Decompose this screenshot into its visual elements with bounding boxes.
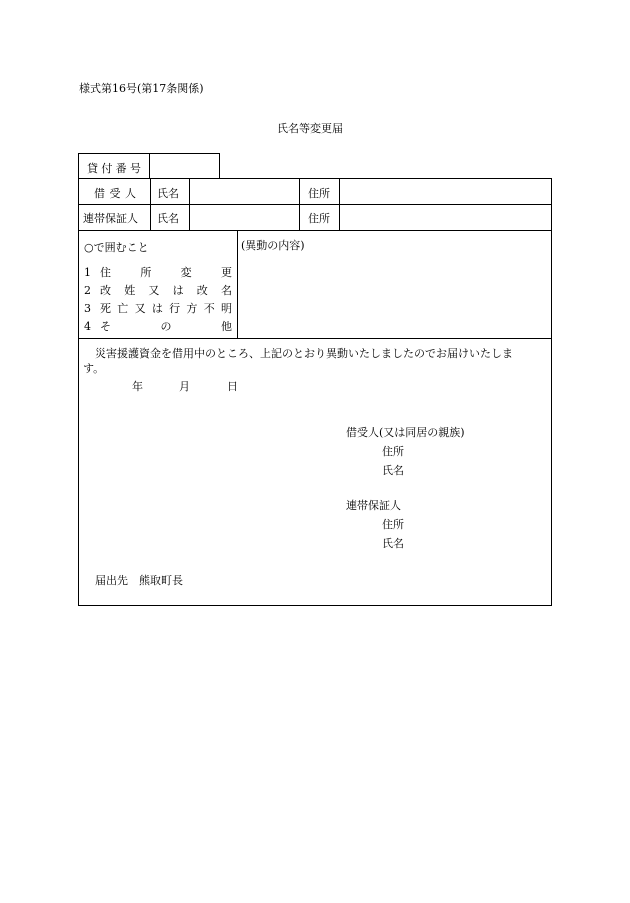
borrower-sign-title: 借受人(又は同居の親族) — [346, 426, 465, 439]
option-char: 方 — [186, 302, 198, 315]
option-char: 亡 — [117, 302, 129, 315]
option-item[interactable] — [84, 281, 232, 299]
statement-line2: す。 — [83, 362, 105, 375]
option-number: 3 — [84, 301, 91, 315]
option-char: 又 — [148, 284, 160, 297]
guarantor-name-field[interactable] — [195, 210, 295, 224]
option-char: 改 — [196, 284, 208, 297]
guarantor-sign-title: 連帯保証人 — [346, 499, 401, 512]
loan-number-label-cell — [78, 153, 150, 179]
option-char: 不 — [203, 302, 215, 315]
borrower-sign-address: 住所 — [382, 445, 404, 458]
option-char: は — [172, 284, 184, 297]
option-char: 姓 — [124, 284, 136, 297]
recipient: 届出先 熊取町長 — [95, 574, 183, 587]
main-table — [78, 178, 552, 606]
borrower-address-label: 住所 — [308, 187, 330, 200]
option-number: 1 — [84, 265, 91, 279]
borrower-char: 借 — [94, 187, 105, 200]
options-list — [84, 263, 232, 335]
borrower-char: 人 — [125, 187, 136, 200]
option-item[interactable] — [84, 299, 232, 317]
option-char: 明 — [220, 302, 232, 315]
option-number: 4 — [84, 319, 91, 333]
option-char: は — [151, 302, 163, 315]
options-instruction: ○で囲むこと — [84, 241, 149, 254]
guarantor-address-label: 住所 — [308, 212, 330, 225]
option-item[interactable] — [84, 317, 232, 335]
option-char: 変 — [180, 266, 192, 279]
loan-number-char: 付 — [101, 162, 113, 175]
date-month: 月 — [179, 380, 190, 393]
form-title: 氏名等変更届 — [277, 122, 343, 135]
borrower-address-field[interactable] — [345, 185, 545, 199]
details-label: (異動の内容) — [241, 239, 305, 252]
option-text — [100, 300, 232, 316]
option-text — [100, 264, 232, 280]
option-char: 改 — [100, 284, 111, 297]
borrower-name-field[interactable] — [195, 185, 295, 199]
loan-number-char: 貸 — [87, 162, 98, 175]
form-number: 様式第16号(第17条関係) — [79, 82, 204, 95]
option-char: 行 — [169, 302, 181, 315]
date-year: 年 — [132, 380, 143, 393]
borrower-name-label: 氏名 — [157, 187, 179, 200]
details-field[interactable] — [241, 255, 546, 331]
option-text — [100, 318, 232, 334]
option-char: 更 — [220, 266, 232, 279]
borrower-char: 受 — [109, 187, 121, 200]
option-number: 2 — [84, 283, 91, 297]
option-char: の — [160, 320, 172, 333]
option-item[interactable] — [84, 263, 232, 281]
option-text — [100, 282, 232, 298]
borrower-sign-name: 氏名 — [382, 464, 404, 477]
option-char: 又 — [134, 302, 146, 315]
statement-line1: 災害援護資金を借用中のところ、上記のとおり異動いたしましたのでお届けいたしま — [95, 347, 513, 360]
loan-number-char: 番 — [115, 162, 127, 175]
option-char: そ — [100, 320, 111, 333]
loan-number-field[interactable] — [149, 153, 220, 179]
guarantor-name-label: 氏名 — [157, 212, 179, 225]
option-char: 死 — [100, 302, 111, 315]
guarantor-label: 連帯保証人 — [83, 212, 138, 225]
loan-number-char: 号 — [129, 162, 141, 175]
date-day: 日 — [227, 380, 238, 393]
guarantor-sign-name: 氏名 — [382, 537, 404, 550]
guarantor-address-field[interactable] — [345, 210, 545, 224]
option-char: 住 — [100, 266, 111, 279]
guarantor-sign-address: 住所 — [382, 518, 404, 531]
option-char: 所 — [140, 266, 152, 279]
option-char: 他 — [221, 320, 232, 333]
borrower-label — [94, 185, 136, 201]
option-char: 名 — [220, 284, 232, 297]
